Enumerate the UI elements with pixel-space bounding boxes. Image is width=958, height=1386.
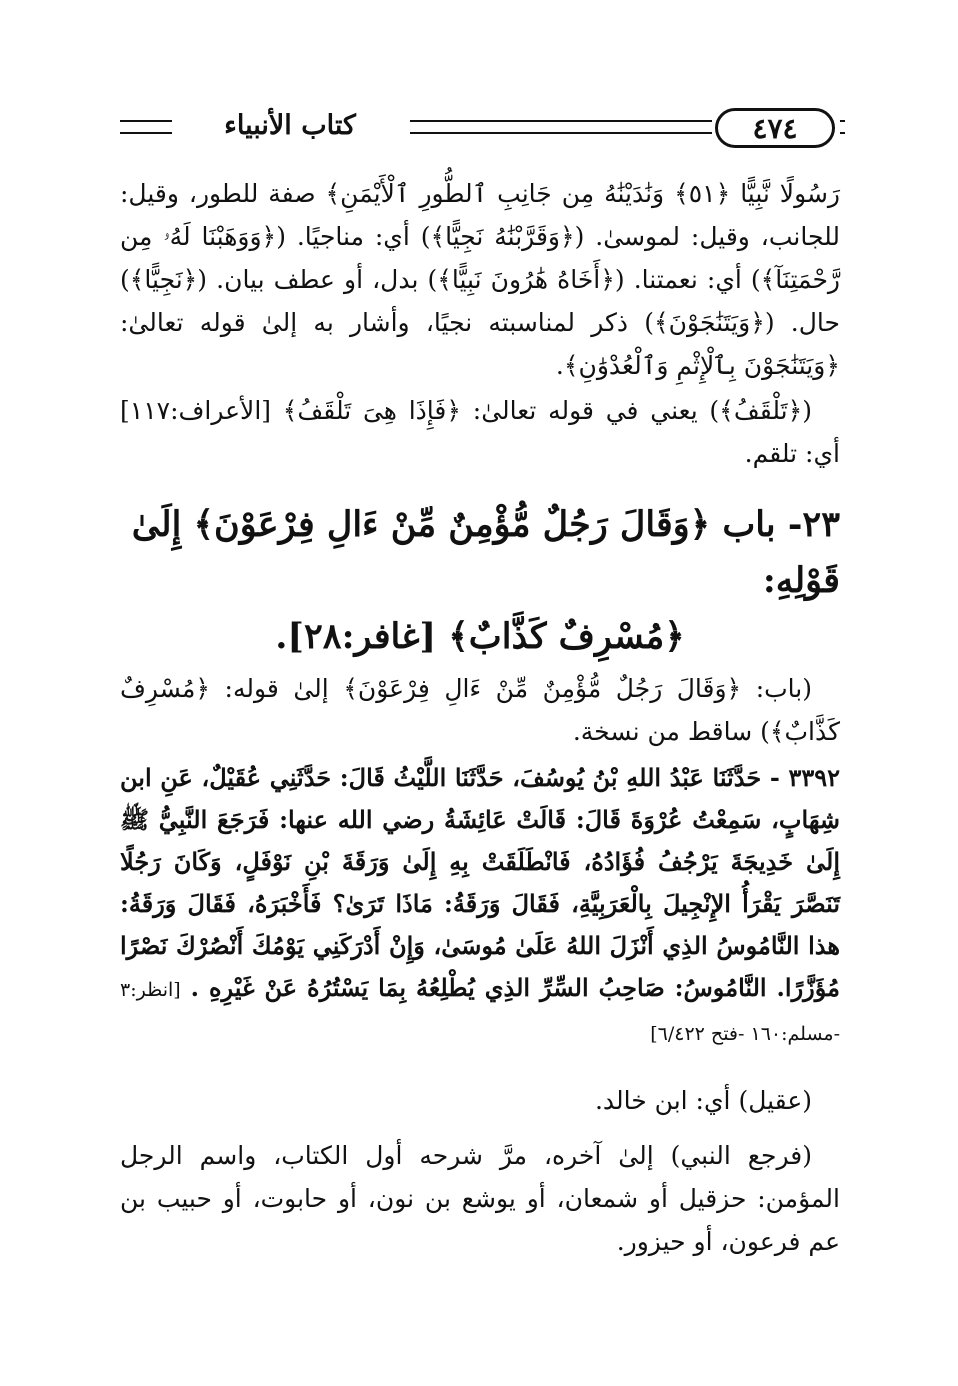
header-rule-right-2: [840, 132, 845, 134]
chapter-heading-line-2: ﴿مُسْرِفٌ كَذَّابٌ﴾ [غافر:٢٨].: [275, 616, 685, 657]
header-rule-left-1: [120, 120, 172, 122]
header-rule-middle-1: [410, 120, 712, 122]
commentary-paragraph-4: (عقيل) أي: ابن خالد.: [594, 1086, 812, 1115]
header-rule-middle-2: [410, 132, 712, 134]
page-header: [120, 108, 845, 152]
hadith-body: ٣٣٩٢ - حَدَّثَنَا عَبْدُ اللهِ بْنُ يُوسُفَ، حَدَّثَنَا اللَّيْثُ قَالَ: حَدَّثَنِي عُقَيْلٌ، عَنِ ابن شِهَابٍ، سَمِعْتُ عُرْوَةَ قَالَ: قَالَتْ عَائِشَةُ رضي الله عنها: فَرَجَعَ النَّبِيُّ ﷺ إِلَىٰ خَدِيجَةَ يَرْجُفُ فُؤَادُهُ، فَانْطَلَقَتْ بِهِ إِلَىٰ وَرَقَةَ بْنِ نَوْفَلٍ، وَكَانَ رَجُلًا تَنَصَّرَ يَقْرَأُ الإِنْجِيلَ بِالْعَرَبِيَّةِ، فَقَالَ وَرَقَةُ: مَاذَا تَرَىٰ؟ فَأَخْبَرَهُ، فَقَالَ وَرَقَةُ: هذا النَّامُوسُ الذِي أَنْزَلَ اللهُ عَلَىٰ مُوسَىٰ، وَإِنْ أَدْرَكَنِي يَوْمُكَ أَنْصُرْكَ نَصْرًا مُؤَزَّرًا. النَّامُوسُ: صَاحِبُ السِّرِّ الذِي يُطْلِعُهُ بِمَا يَسْتُرُهُ عَنْ غَيْرِهِ .: [120, 763, 841, 1002]
commentary-paragraph-1: رَسُولًا نَّبِيًّا ﴿٥١﴾ وَنَٰدَيْنَٰهُ مِن جَانِبِ ٱلطُّورِ ٱلْأَيْمَنِ﴾ صفة للطور، وقيل: للجانب، وقيل: لموسىٰ. (﴿وَقَرَّبْنَٰهُ نَجِيًّا﴾) أي: مناجيًا. (﴿وَوَهَبْنَا لَهُۥ مِن رَّحْمَتِنَآ﴾) أي: نعمتنا. (﴿أَخَاهُ هَٰرُونَ نَبِيًّا﴾) بدل، أو عطف بيان. (﴿نَجِيًّا﴾) حال. (﴿وَيَتَنَٰجَوْنَ﴾) ذكر لمناسبته نجيًا، وأشار به إلىٰ قوله تعالىٰ: ﴿وَيَتَنَٰجَوْنَ بِٱلْإِثْمِ وَٱلْعُدْوَٰنِ﴾.: [120, 179, 840, 380]
hadith-text: [120, 757, 840, 1055]
header-rule-right-1: [840, 120, 845, 122]
page-body: [120, 172, 840, 1263]
commentary-paragraph-5: (فرجع النبي) إلىٰ آخره، مرَّ شرحه أول الكتاب، واسم الرجل المؤمن: حزقيل أو شمعان، أو يوشع بن نون، أو حابوت، أو حبيب بن عم فرعون، أو حيزور.: [120, 1141, 840, 1256]
commentary-paragraph-3: (باب: ﴿وَقَالَ رَجُلٌ مُّؤْمِنٌ مِّنْ ءَالِ فِرْعَوْنَ﴾ إلىٰ قوله: ﴿مُسْرِفٌ كَذَّابٌ﴾) ساقط من نسخة.: [120, 674, 840, 746]
chapter-heading: [120, 497, 840, 665]
page-number: ٤٧٤: [715, 108, 835, 148]
running-title: كتاب الأنبياء: [224, 110, 356, 141]
paragraph-spacer: [120, 1122, 840, 1134]
hadith-reference: [انظر:٣ -مسلم:١٦٠ -فتح ٦/٤٢٢]: [120, 979, 840, 1045]
chapter-heading-line-1: ٢٣- باب ﴿وَقَالَ رَجُلٌ مُّؤْمِنٌ مِّنْ ءَالِ فِرْعَوْنَ﴾ إِلَىٰ قَوْلِهِ:: [131, 504, 840, 601]
commentary-paragraph-2: (﴿تَلْقَفُ﴾) يعني في قوله تعالىٰ: ﴿فَإِذَا هِىَ تَلْقَفُ﴾ [الأعراف:١١٧] أي: تلقم.: [120, 396, 840, 468]
header-rule-left-2: [120, 132, 172, 134]
